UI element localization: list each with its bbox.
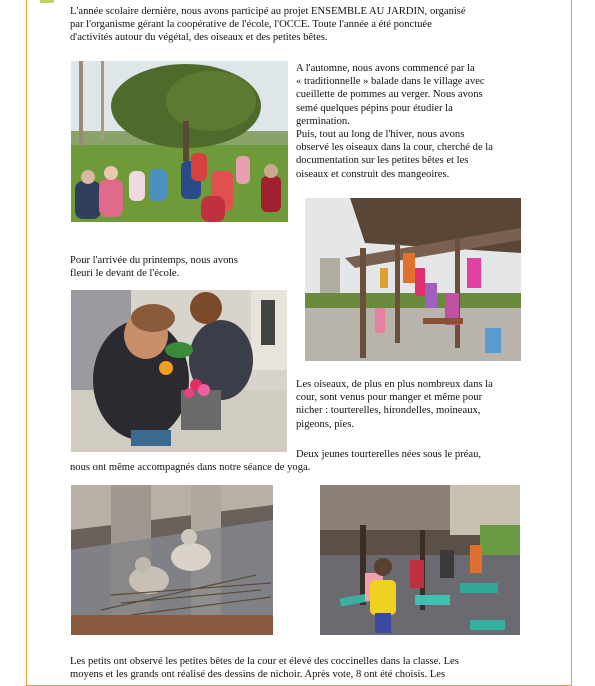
doves-paragraph: Deux jeunes tourterelles nées sous le préau, nous ont même accompagnés dans notre séance de yoga. — [70, 449, 482, 474]
birds-paragraph: Les oiseaux, de plus en plus nombreux dans la cour, sont venus pour manger et même pour nicher : tourterelles, hirondelles, moineaux, pigeons, pies. — [296, 379, 493, 430]
logo-fragment — [40, 0, 54, 3]
intro-paragraph: L'année scolaire dernière, nous avons participé au projet ENSEMBLE AU JARDIN, organisé par l'organisme gérant la coopérative de l'école, l'OCCE. Toute l'année a été ponctuée d'activités autour du végétal, des oiseaux et des petites bêtes. — [70, 6, 466, 44]
photo-apple-tree-walk — [71, 61, 288, 222]
photo-planting-flowers — [71, 290, 287, 452]
bottom-paragraph: Les petits ont observé les petites bêtes de la cour et élevé des coccinelles dans la classe. Les moyens et les grands ont réalisé des dessins de nichoir. Après vote, 8 ont été choisis. Les — [70, 656, 459, 681]
spring-paragraph: Pour l'arrivée du printemps, nous avons fleuri le devant de l'école. — [70, 255, 238, 280]
photo-dove-nest — [71, 485, 273, 635]
photo-bird-feeders-preau — [305, 198, 521, 361]
photo-yoga-session — [320, 485, 520, 635]
autumn-paragraph: A l'automne, nous avons commencé par la « traditionnelle » balade dans le village avec cueillette de pommes au verger. Nous avons semé quelques pépins pour étudier la germination. Puis, tout au long de l'hiver, nous avons observé les oiseaux dans la cour, cherché de la documentation sur les petites bêtes et les oiseaux et construit des mangeoires. — [296, 63, 493, 180]
